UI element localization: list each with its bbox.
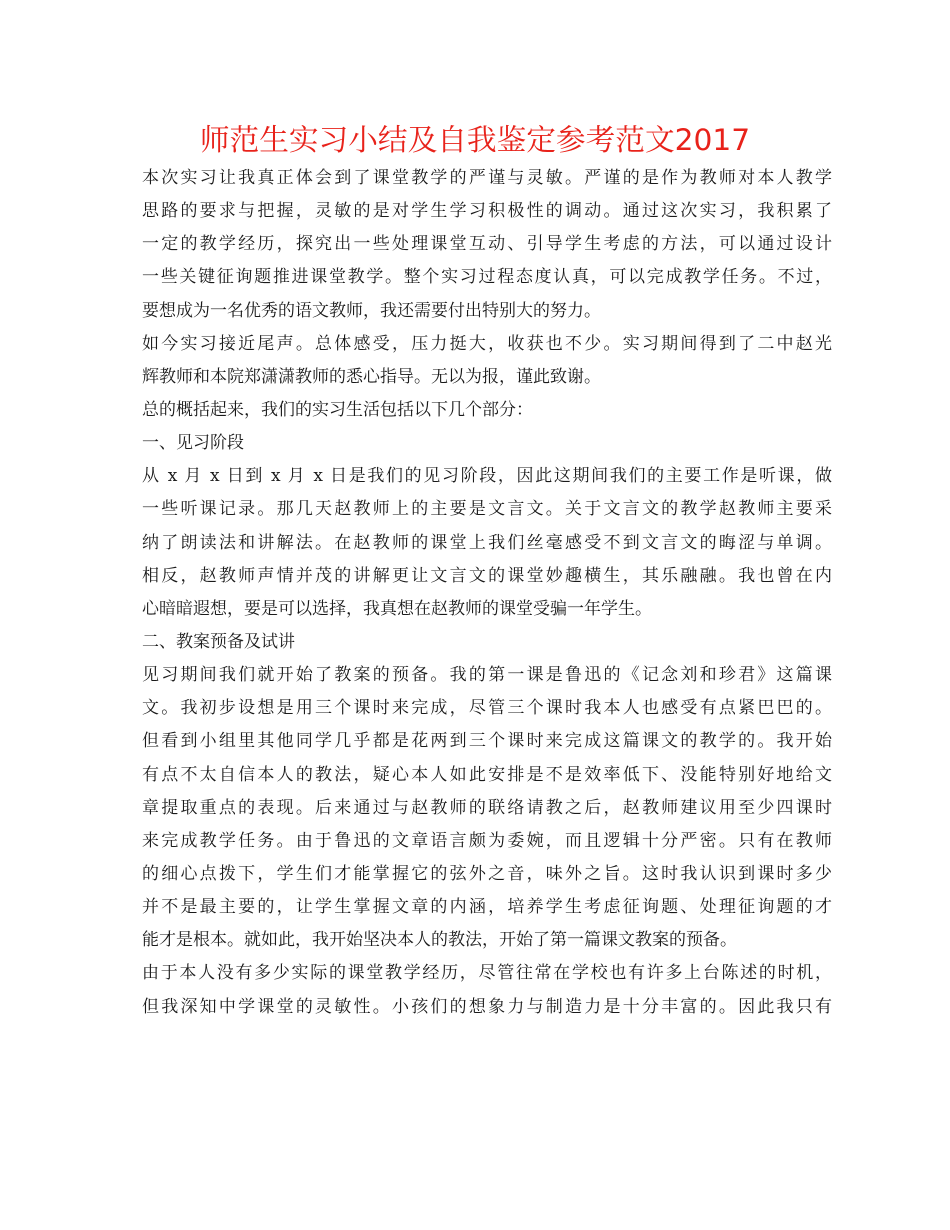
text-line: 章提取重点的表现。后来通过与赵教师的联络请教之后，赵教师建议用至少四课时 — [142, 797, 832, 818]
text-line: 如今实习接近尾声。总体感受，压力挺大，收获也不少。实习期间得到了二中赵光 — [142, 333, 832, 354]
text-line: 一、见习阶段 — [142, 433, 244, 454]
text-line: 一定的教学经历，探究出一些处理课堂互动、引导学生考虑的方法，可以通过设计 — [142, 234, 832, 255]
text-line: 从 x 月 x 日到 x 月 x 日是我们的见习阶段，因此这期间我们的主要工作是听课，做 — [142, 466, 832, 487]
document-title: 师范生实习小结及自我鉴定参考范文2017 — [199, 122, 751, 157]
text-line: 总的概括起来，我们的实习生活包括以下几个部分： — [142, 399, 533, 420]
document-body — [142, 162, 832, 1024]
text-line: 二、教案预备及试讲 — [142, 631, 295, 652]
text-line: 本次实习让我真正体会到了课堂教学的严谨与灵敏。严谨的是作为教师对本人教学 — [142, 168, 832, 188]
text-line: 并不是最主要的，让学生掌握文章的内涵，培养学生考虑征询题、处理征询题的才 — [142, 897, 832, 918]
text-line: 纳了朗读法和讲解法。在赵教师的课堂上我们丝毫感受不到文言文的晦涩与单调。 — [142, 532, 832, 553]
text-line: 见习期间我们就开始了教案的预备。我的第一课是鲁迅的《记念刘和珍君》这篇课 — [142, 665, 832, 686]
text-line: 思路的要求与把握，灵敏的是对学生学习积极性的调动。通过这次实习，我积累了 — [142, 201, 832, 222]
text-line: 但我深知中学课堂的灵敏性。小孩们的想象力与制造力是十分丰富的。因此我只有 — [142, 996, 832, 1017]
text-line: 由于本人没有多少实际的课堂教学经历，尽管往常在学校也有许多上台陈述的时机， — [142, 963, 832, 984]
text-line: 一些关键征询题推进课堂教学。整个实习过程态度认真，可以完成教学任务。不过， — [142, 267, 832, 288]
text-line: 辉教师和本院郑潇潇教师的悉心指导。无以为报，谨此致谢。 — [142, 366, 601, 387]
text-line: 的细心点拨下，学生们才能掌握它的弦外之音，味外之旨。这时我认识到课时多少 — [142, 863, 832, 884]
text-line: 能才是根本。就如此，我开始坚决本人的教法，开始了第一篇课文教案的预备。 — [142, 930, 737, 951]
text-line: 文。我初步设想是用三个课时来完成，尽管三个课时我本人也感受有点紧巴巴的。 — [142, 698, 832, 719]
text-line: 但看到小组里其他同学几乎都是花两到三个课时来完成这篇课文的教学的。我开始 — [142, 731, 832, 752]
text-line: 心暗暗遐想，要是可以选择，我真想在赵教师的课堂受骗一年学生。 — [142, 598, 652, 619]
text-line: 一些听课记录。那几天赵教师上的主要是文言文。关于文言文的教学赵教师主要采 — [142, 499, 832, 520]
text-line: 来完成教学任务。由于鲁迅的文章语言颇为委婉，而且逻辑十分严密。只有在教师 — [142, 830, 832, 851]
text-line: 要想成为一名优秀的语文教师，我还需要付出特别大的努力。 — [142, 300, 601, 321]
text-line: 相反，赵教师声情并茂的讲解更让文言文的课堂妙趣横生，其乐融融。我也曾在内 — [142, 565, 832, 586]
text-line: 有点不太自信本人的教法，疑心本人如此安排是不是效率低下、没能特别好地给文 — [142, 764, 832, 785]
